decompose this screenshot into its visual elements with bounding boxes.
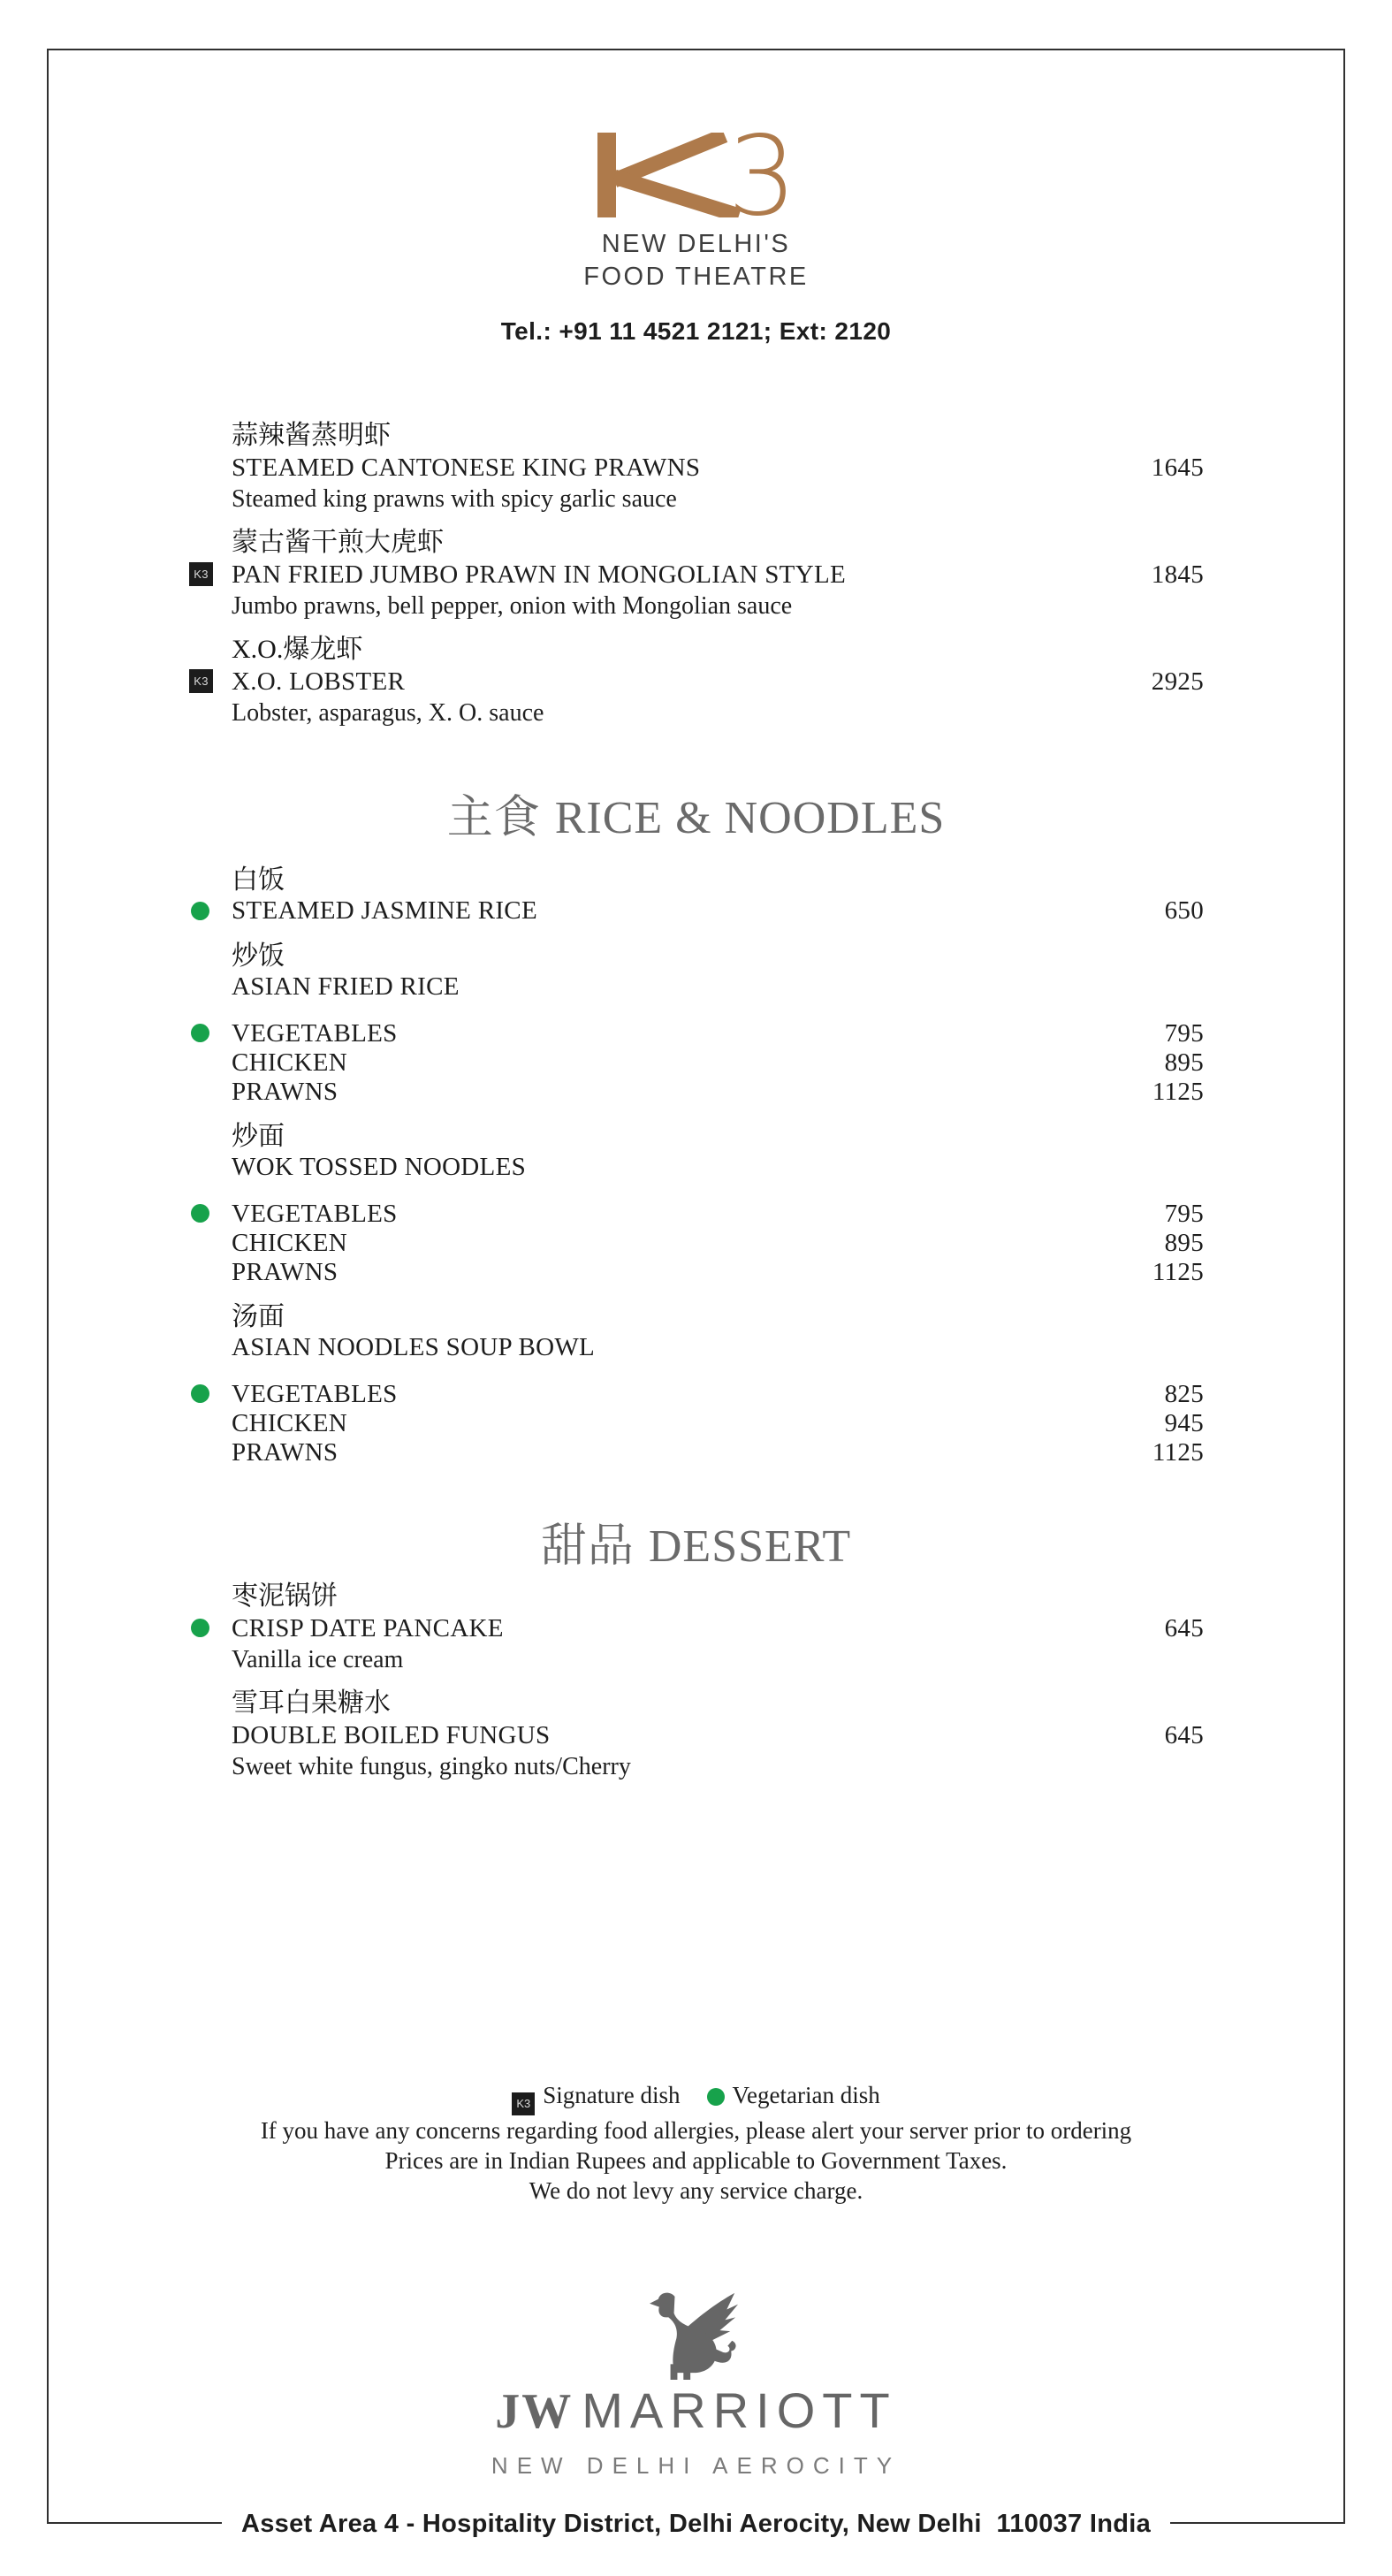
variant-label: PRAWNS (232, 1258, 338, 1286)
vegetarian-dish-icon (191, 1619, 209, 1637)
menu-group (232, 941, 1204, 1107)
item-name-en: PAN FRIED JUMBO PRAWN IN MONGOLIAN STYLE (232, 560, 846, 589)
menu-item (232, 420, 1204, 515)
item-row (232, 1332, 1204, 1363)
item-row (232, 972, 1204, 1002)
section-heading-en: DESSERT (648, 1521, 852, 1572)
variant-row (232, 1438, 1204, 1467)
item-name-en: CRISP DATE PANCAKE (232, 1614, 504, 1642)
signature-dish-label: Signature dish (543, 2082, 681, 2108)
legend-line (0, 2080, 1392, 2115)
item-name-zh: 炒面 (232, 1122, 285, 1151)
item-row (194, 559, 1204, 591)
vegetarian-dish-icon (191, 1204, 209, 1223)
hotel-branding (0, 2290, 1392, 2480)
variant-label: PRAWNS (232, 1438, 338, 1467)
item-description: Jumbo prawns, bell pepper, onion with Mongolian sauce (232, 592, 793, 620)
menu-item (194, 634, 1204, 729)
variant-price: 825 (1164, 1380, 1204, 1408)
variant-row (232, 1258, 1204, 1287)
item-description: Steamed king prawns with spicy garlic sauce (232, 485, 677, 513)
section-seafood (194, 420, 1204, 741)
item-price: 1645 (1151, 453, 1204, 482)
address-bar (0, 2504, 1392, 2543)
item-row (232, 1152, 1204, 1183)
signature-dish-icon: K3 (189, 669, 213, 693)
tagline-line1: NEW DELHI'S (601, 230, 791, 258)
item-name-zh: 蒙古酱干煎大虎虾 (232, 528, 444, 557)
item-price: 645 (1164, 1721, 1204, 1749)
variant-price: 795 (1164, 1200, 1204, 1228)
variant-price: 895 (1164, 1048, 1204, 1077)
section-heading-zh: 甜品 (540, 1521, 635, 1572)
variant-price: 1125 (1152, 1438, 1204, 1467)
section-heading-dessert (0, 1521, 1392, 1573)
hotel-location: NEW DELHI AEROCITY (491, 2452, 901, 2479)
variant-row (232, 1380, 1204, 1409)
item-description: Sweet white fungus, gingko nuts/Cherry (232, 1753, 631, 1780)
variant-label: VEGETABLES (232, 1019, 398, 1048)
item-name-en: STEAMED JASMINE RICE (232, 896, 537, 925)
vegetarian-dish-icon (191, 902, 209, 920)
item-row (232, 452, 1204, 484)
signature-dish-icon: K3 (189, 562, 213, 586)
variant-list (232, 1200, 1204, 1287)
vegetarian-dish-label: Vegetarian dish (732, 2082, 880, 2108)
item-name-zh: 汤面 (232, 1302, 285, 1331)
variant-list (232, 1019, 1204, 1107)
variant-price: 1125 (1152, 1078, 1204, 1106)
item-name-en: ASIAN FRIED RICE (232, 972, 460, 1001)
tagline-line2: FOOD THEATRE (583, 263, 809, 291)
variant-label: CHICKEN (232, 1229, 347, 1257)
section-rice-noodles (232, 865, 1204, 1482)
vegetarian-dish-icon (707, 2088, 725, 2106)
variant-row (232, 1229, 1204, 1258)
item-name-en: DOUBLE BOILED FUNGUS (232, 1721, 551, 1749)
variant-label: CHICKEN (232, 1048, 347, 1077)
vegetarian-dish-icon (191, 1024, 209, 1042)
item-description: Vanilla ice cream (232, 1646, 404, 1673)
variant-label: VEGETABLES (232, 1380, 398, 1408)
menu-group (232, 1121, 1204, 1287)
phone-number: Tel.: +91 11 4521 2121; Ext: 2120 (500, 317, 892, 345)
menu-item (232, 1688, 1204, 1783)
item-name-zh: 炒饭 (232, 941, 285, 971)
allergy-note: If you have any concerns regarding food allergies, please alert your server prior to ordering (260, 2117, 1132, 2144)
section-heading-en: RICE & NOODLES (554, 793, 946, 843)
item-name-zh: 白饭 (232, 865, 285, 895)
item-price: 2925 (1151, 667, 1204, 696)
item-name-en: X.O. LOBSTER (232, 667, 406, 696)
restaurant-header (0, 133, 1392, 347)
hotel-address: Asset Area 4 - Hospitality District, Delhi Aerocity, New Delhi 110037 India (222, 2504, 1170, 2543)
section-heading-zh: 主食 (446, 793, 541, 843)
menu-item (232, 1581, 1204, 1676)
variant-price: 795 (1164, 1019, 1204, 1048)
item-row (194, 666, 1204, 697)
signature-dish-icon: K3 (512, 2092, 535, 2115)
variant-label: PRAWNS (232, 1078, 338, 1106)
vegetarian-dish-icon (191, 1384, 209, 1403)
item-name-en: ASIAN NOODLES SOUP BOWL (232, 1333, 596, 1361)
item-name-zh: 枣泥锅饼 (232, 1581, 338, 1611)
menu-group (232, 865, 1204, 926)
variant-price: 945 (1164, 1409, 1204, 1437)
item-name-zh: 蒜辣酱蒸明虾 (232, 421, 391, 450)
item-row (232, 1612, 1204, 1644)
menu-group (232, 1301, 1204, 1467)
variant-row (232, 1409, 1204, 1438)
item-price: 645 (1164, 1614, 1204, 1642)
brand-marriott: MARRIOTT (582, 2382, 897, 2438)
item-name-zh: 雪耳白果糖水 (232, 1688, 391, 1718)
variant-price: 895 (1164, 1229, 1204, 1257)
item-row (232, 896, 1204, 926)
item-description: Lobster, asparagus, X. O. sauce (232, 699, 544, 727)
taxes-note: Prices are in Indian Rupees and applicable to Government Taxes. (384, 2147, 1008, 2174)
brand-jw: JW (495, 2384, 574, 2439)
k3-logo-digit: 3 (726, 133, 797, 217)
service-charge-note: We do not levy any service charge. (529, 2177, 863, 2204)
griffin-icon (647, 2290, 746, 2380)
item-name-zh: X.O.爆龙虾 (232, 635, 363, 664)
section-dessert (232, 1581, 1204, 1795)
item-name-en: STEAMED CANTONESE KING PRAWNS (232, 453, 701, 482)
variant-list (232, 1380, 1204, 1467)
variant-row (232, 1078, 1204, 1107)
footer-notes (0, 2080, 1392, 2206)
variant-label: CHICKEN (232, 1409, 347, 1437)
menu-item (194, 527, 1204, 622)
variant-row (232, 1048, 1204, 1078)
k3-logo-icon (590, 133, 802, 217)
item-price: 650 (1164, 896, 1204, 925)
item-name-en: WOK TOSSED NOODLES (232, 1153, 527, 1181)
item-price: 1845 (1151, 560, 1204, 589)
variant-row (232, 1019, 1204, 1048)
variant-row (232, 1200, 1204, 1229)
variant-label: VEGETABLES (232, 1200, 398, 1228)
section-heading-rice-noodles (0, 793, 1392, 844)
variant-price: 1125 (1152, 1258, 1204, 1286)
hotel-brand-name (0, 2383, 1392, 2439)
item-row (232, 1719, 1204, 1751)
